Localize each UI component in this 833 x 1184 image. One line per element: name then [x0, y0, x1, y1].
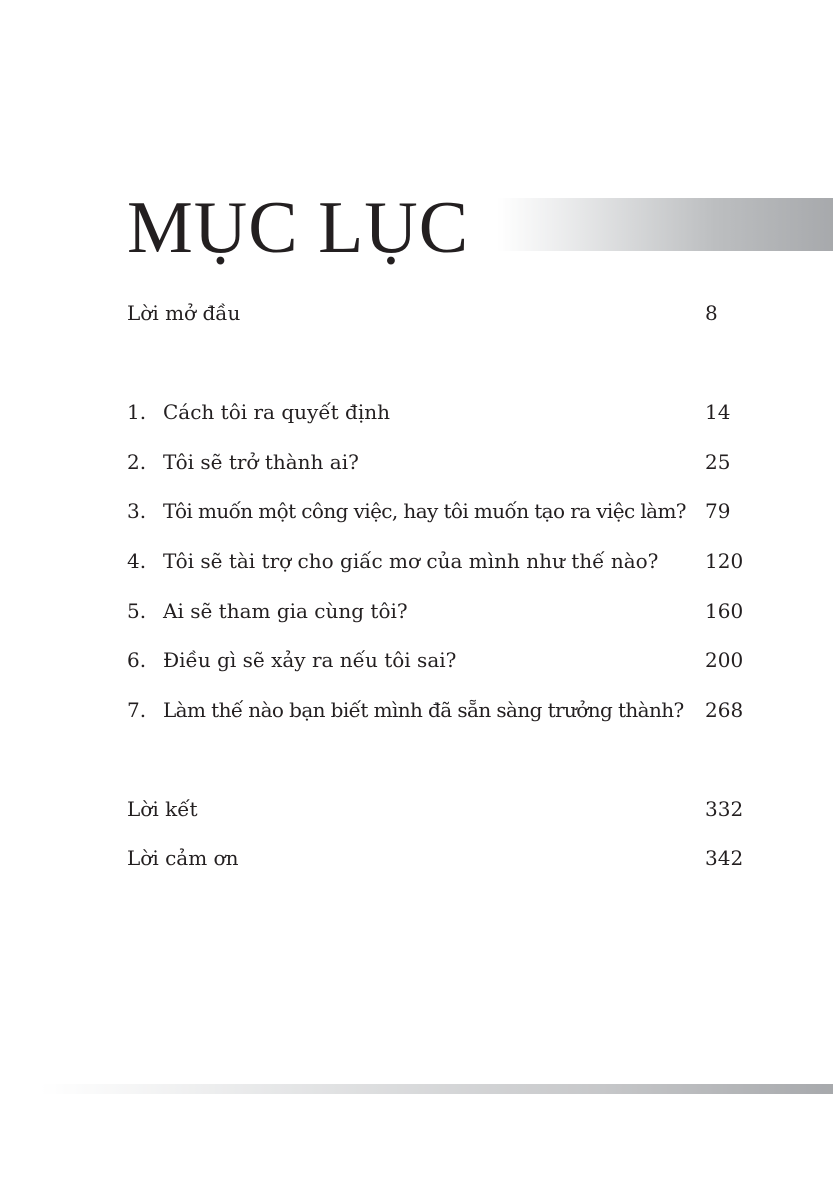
toc-entry-number: 5.	[127, 599, 147, 623]
toc-entry-page: 14	[705, 400, 731, 424]
toc-entry-page: 8	[705, 301, 718, 325]
toc-entry-page: 332	[705, 797, 744, 821]
toc-entry-page: 160	[705, 599, 744, 623]
toc-entry-page: 120	[705, 549, 744, 573]
toc-entry-number: 3.	[127, 499, 147, 523]
toc-entry-label: Ai sẽ tham gia cùng tôi?	[163, 599, 408, 623]
page-title: MỤC LỤC	[127, 187, 470, 269]
toc-entry-page: 268	[705, 698, 744, 722]
toc-entry-number: 2.	[127, 450, 147, 474]
toc-entry-page: 79	[705, 499, 731, 523]
toc-entry-number: 1.	[127, 400, 147, 424]
toc-entry-label: Cách tôi ra quyết định	[163, 400, 390, 424]
toc-entry-label: Lời cảm ơn	[127, 846, 239, 870]
title-gradient-bar	[497, 198, 833, 251]
toc-entry-page: 200	[705, 648, 744, 672]
toc-entry-number: 7.	[127, 698, 147, 722]
toc-entry-label: Tôi sẽ trở thành ai?	[163, 450, 359, 474]
footer-gradient-bar	[40, 1084, 833, 1094]
toc-entry-page: 342	[705, 846, 744, 870]
toc-entry-label: Làm thế nào bạn biết mình đã sẵn sàng trưởng thành?	[163, 698, 684, 722]
toc-entry-label: Tôi muốn một công việc, hay tôi muốn tạo ra việc làm?	[163, 499, 686, 523]
toc-entry-label: Điều gì sẽ xảy ra nếu tôi sai?	[163, 648, 457, 672]
toc-entry-label: Lời mở đầu	[127, 301, 241, 325]
toc-entry-page: 25	[705, 450, 731, 474]
toc-entry-number: 4.	[127, 549, 147, 573]
toc-entry-number: 6.	[127, 648, 147, 672]
toc-entry-label: Tôi sẽ tài trợ cho giấc mơ của mình như thế nào?	[163, 549, 659, 573]
toc-entry-label: Lời kết	[127, 797, 198, 821]
